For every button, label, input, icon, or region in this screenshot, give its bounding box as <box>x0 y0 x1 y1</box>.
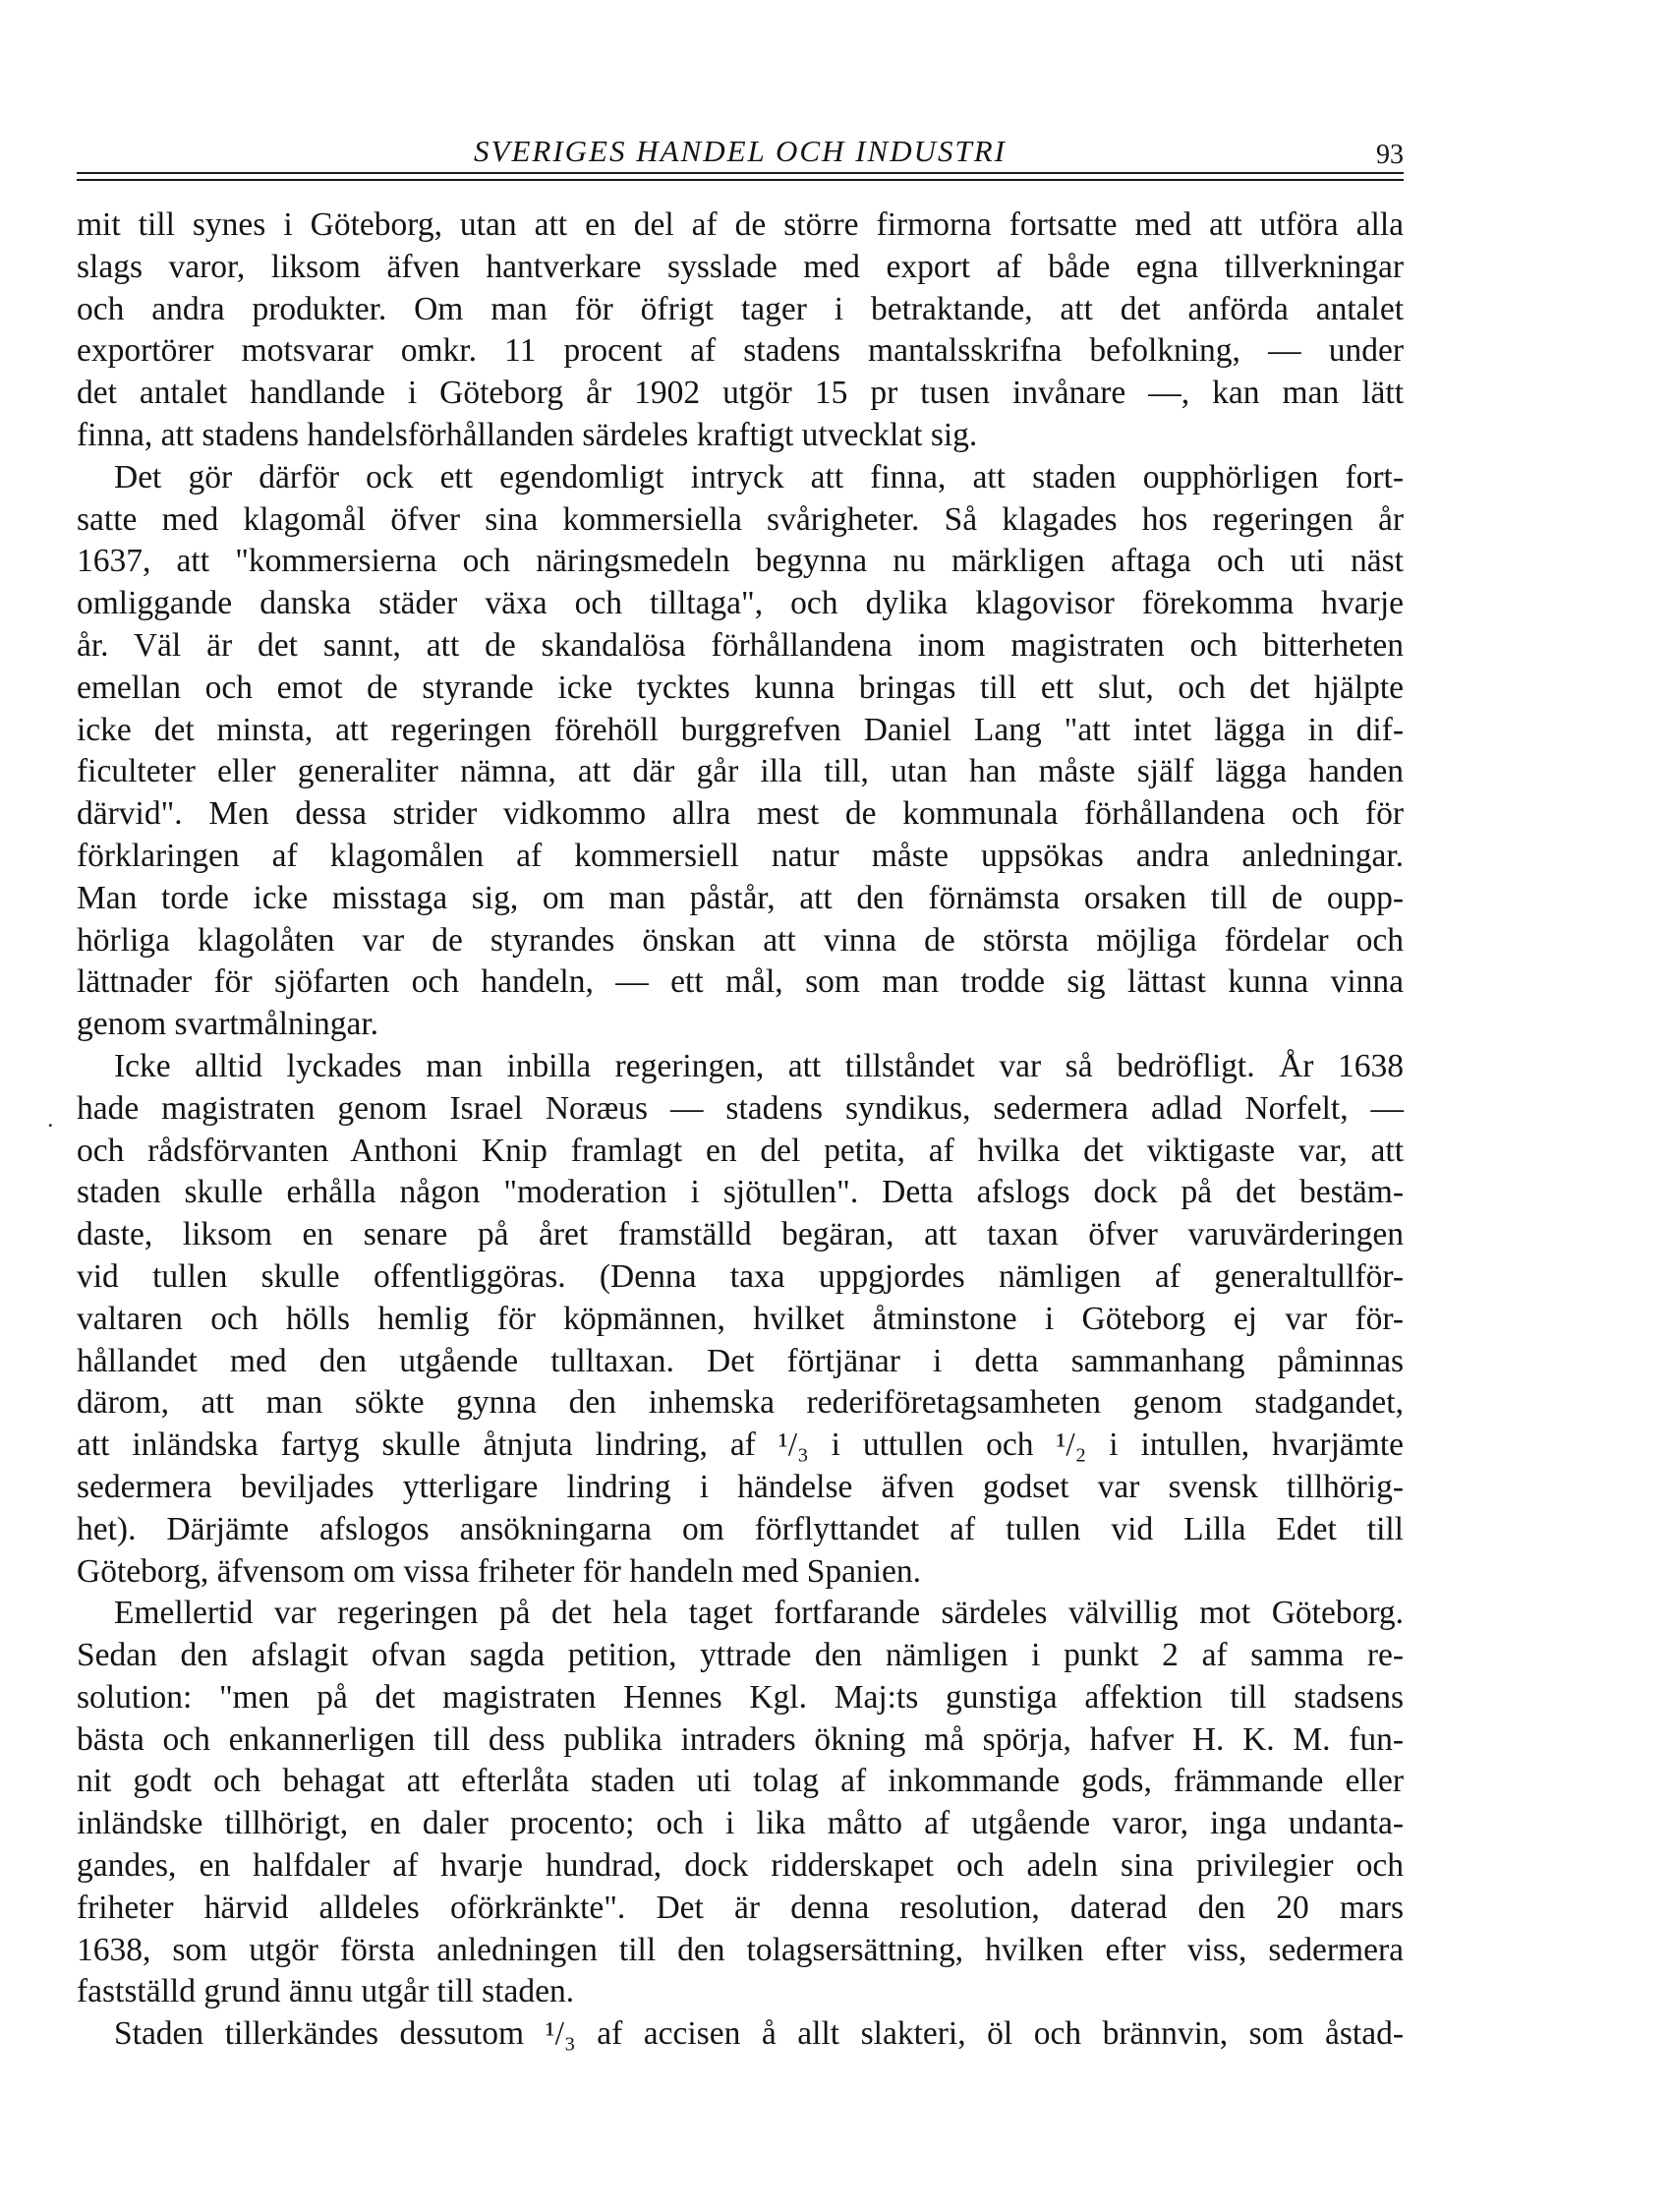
text-line: hållandet med den utgående tulltaxan. Det förtjänar i detta sammanhang påminnas <box>77 1342 1404 1379</box>
text-line: genom svartmålningar. <box>77 1006 379 1043</box>
text-line: solution: "men på det magistraten Hennes Kgl. Maj:ts gunstiga affektion till stadsens <box>77 1678 1404 1716</box>
page-header <box>77 128 1404 177</box>
text-line: hade magistraten genom Israel Noræus — stadens syndikus, sedermera adlad Norfelt, — <box>77 1089 1404 1127</box>
text-line: slags varor, liksom äfven hantverkare sysslade med export af både egna tillverkningar <box>77 248 1404 285</box>
text-line: bästa och enkannerligen till dess publika intraders ökning må spörja, hafver H. K. M. fun- <box>77 1720 1404 1758</box>
text-line: friheter härvid alldeles oförkränkte". Det är denna resolution, daterad den 20 mars <box>77 1889 1404 1926</box>
text-line: Man torde icke misstaga sig, om man påstår, att den förnämsta orsaken till de oupp- <box>77 879 1404 916</box>
text-line: ficulteter eller generaliter nämna, att där går illa till, utan han måste själf lägga handen <box>77 753 1404 790</box>
text-line: daste, liksom en senare på året framställd begäran, att taxan öfver varuvärderingen <box>77 1216 1404 1253</box>
running-title: SVERIGES HANDEL OCH INDUSTRI <box>474 134 1007 168</box>
text-line: gandes, en halfdaler af hvarje hundrad, dock ridderskapet och adeln sina privilegier och <box>77 1847 1404 1885</box>
header-rule-top <box>77 172 1404 174</box>
text-line: finna, att stadens handelsförhållanden särdeles kraftigt utvecklat sig. <box>77 416 978 453</box>
text-line: staden skulle erhålla någon "moderation i sjötullen". Detta afslogs dock på det bestäm- <box>77 1174 1404 1211</box>
text-line: icke det minsta, att regeringen förehöll burggrefven Daniel Lang "att intet lägga in dif- <box>77 711 1404 748</box>
text-line: Emellertid var regeringen på det hela taget fortfarande särdeles välvillig mot Göteborg. <box>114 1595 1404 1632</box>
text-line: emellan och emot de styrande icke tycktes kunna bringas till ett slut, och det hjälpte <box>77 669 1404 706</box>
text-line: 1637, att "kommersierna och näringsmedeln begynna nu märkligen aftaga och uti näst <box>77 543 1404 580</box>
text-line: därvid". Men dessa strider vidkommo allra mest de kommunala förhållandena och för <box>77 795 1404 833</box>
text-line: valtaren och hölls hemlig för köpmännen, hvilket åtminstone i Göteborg ej var för- <box>77 1300 1404 1337</box>
text-line: Det gör därför ock ett egendomligt intryck att finna, att staden oupphörligen fort- <box>114 458 1404 495</box>
text-line: år. Väl är det sannt, att de skandalösa förhållandena inom magistraten och bitterheten <box>77 626 1404 664</box>
margin-mark: . <box>47 1104 54 1133</box>
text-line: 1638, som utgör första anledningen till den tolagsersättning, hvilken efter viss, sedermera <box>77 1931 1404 1968</box>
text-line: hörliga klagolåten var de styrandes önskan att vinna de största möjliga fördelar och <box>77 921 1404 959</box>
text-line: Sedan den afslagit ofvan sagda petition, yttrade den nämligen i punkt 2 af samma re- <box>77 1637 1404 1674</box>
text-line: fastställd grund ännu utgår till staden. <box>77 1973 575 2010</box>
text-line: Göteborg, äfvensom om vissa friheter för handeln med Spanien. <box>77 1552 921 1590</box>
text-line: vid tullen skulle offentliggöras. (Denna taxa uppgjordes nämligen af generaltullför- <box>77 1257 1404 1295</box>
text-line: sedermera beviljades ytterligare lindring i händelse äfven godset var svensk tillhörig- <box>77 1468 1404 1505</box>
text-line: och andra produkter. Om man för öfrigt tager i betraktande, att det anförda antalet <box>77 290 1404 327</box>
text-line: het). Därjämte afslogos ansökningarna om förflyttandet af tullen vid Lilla Edet till <box>77 1510 1404 1547</box>
body-text <box>77 204 1404 2056</box>
text-line: exportörer motsvarar omkr. 11 procent af stadens mantalsskrifna befolkning, — under <box>77 332 1404 370</box>
page-number: 93 <box>1376 140 1404 170</box>
text-line: att inländska fartyg skulle åtnjuta lindring, af ¹/₃ i uttullen och ¹/₂ i intullen, hvarjämte <box>77 1426 1404 1464</box>
header-rule-bottom <box>77 179 1404 181</box>
text-line: Staden tillerkändes dessutom ¹/₃ af accisen å allt slakteri, öl och brännvin, som åstad- <box>114 2015 1404 2053</box>
text-line: därom, att man sökte gynna den inhemska rederiföretagsamheten genom stadgandet, <box>77 1384 1404 1422</box>
text-line: inländske tillhörigt, en daler procento; och i lika måtto af utgående varor, inga undanta- <box>77 1805 1404 1842</box>
text-line: nit godt och behagat att efterlåta staden uti tolag af inkommande gods, främmande eller <box>77 1763 1404 1800</box>
text-line: Icke alltid lyckades man inbilla regeringen, att tillståndet var så bedröfligt. År 1638 <box>114 1047 1404 1084</box>
text-line: och rådsförvanten Anthoni Knip framlagt en del petita, af hvilka det viktigaste var, att <box>77 1132 1404 1169</box>
text-line: satte med klagomål öfver sina kommersiella svårigheter. Så klagades hos regeringen år <box>77 500 1404 538</box>
text-line: lättnader för sjöfarten och handeln, — ett mål, som man trodde sig lättast kunna vinna <box>77 963 1404 1001</box>
text-line: omliggande danska städer växa och tilltaga", och dylika klagovisor förekomma hvarje <box>77 585 1404 622</box>
text-line: mit till synes i Göteborg, utan att en del af de större firmorna fortsatte med att utföra alla <box>77 206 1404 243</box>
text-line: förklaringen af klagomålen af kommersiell natur måste uppsökas andra anledningar. <box>77 837 1404 874</box>
text-line: det antalet handlande i Göteborg år 1902 utgör 15 pr tusen invånare —, kan man lätt <box>77 375 1404 412</box>
